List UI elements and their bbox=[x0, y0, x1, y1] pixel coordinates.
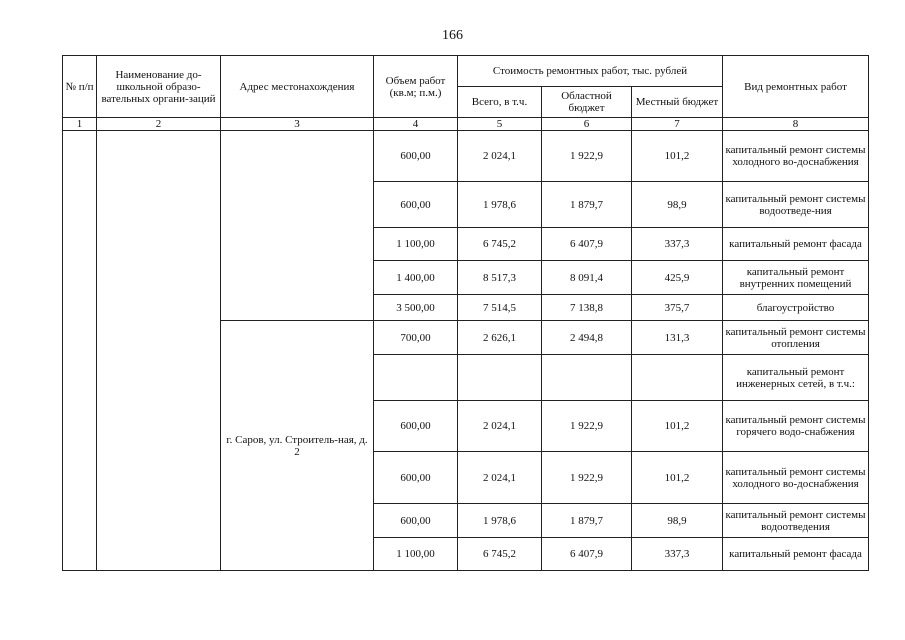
regional-cell: 1 922,9 bbox=[542, 131, 632, 182]
total-cell bbox=[458, 355, 542, 401]
column-number: 5 bbox=[458, 118, 542, 131]
number-cell bbox=[63, 131, 97, 571]
work-type-cell: капитальный ремонт системы холодного во-доснабжения bbox=[723, 131, 869, 182]
volume-cell: 3 500,00 bbox=[374, 295, 458, 321]
header-organization-name: Наименование до-школьной образо-вательных органи-заций bbox=[97, 56, 221, 118]
work-type-cell: капитальный ремонт системы водоотведе-ния bbox=[723, 182, 869, 228]
regional-cell: 2 494,8 bbox=[542, 321, 632, 355]
work-type-cell: капитальный ремонт системы горячего водо-снабжения bbox=[723, 401, 869, 452]
regional-cell bbox=[542, 355, 632, 401]
total-cell: 8 517,3 bbox=[458, 261, 542, 295]
local-cell: 131,3 bbox=[632, 321, 723, 355]
work-type-cell: капитальный ремонт фасада bbox=[723, 228, 869, 261]
volume-cell: 600,00 bbox=[374, 182, 458, 228]
total-cell: 6 745,2 bbox=[458, 538, 542, 571]
volume-cell: 1 100,00 bbox=[374, 538, 458, 571]
header-work-type: Вид ремонтных работ bbox=[723, 56, 869, 118]
local-cell: 98,9 bbox=[632, 504, 723, 538]
column-number: 6 bbox=[542, 118, 632, 131]
header-cost-group: Стоимость ремонтных работ, тыс. рублей bbox=[458, 56, 723, 87]
local-cell: 375,7 bbox=[632, 295, 723, 321]
total-cell: 2 024,1 bbox=[458, 452, 542, 504]
regional-cell: 6 407,9 bbox=[542, 228, 632, 261]
work-type-cell: капитальный ремонт системы водоотведения bbox=[723, 504, 869, 538]
volume-cell: 1 400,00 bbox=[374, 261, 458, 295]
organization-cell bbox=[97, 131, 221, 571]
repair-works-table bbox=[62, 55, 869, 571]
total-cell: 2 626,1 bbox=[458, 321, 542, 355]
total-cell: 6 745,2 bbox=[458, 228, 542, 261]
local-cell: 337,3 bbox=[632, 228, 723, 261]
volume-cell: 600,00 bbox=[374, 504, 458, 538]
total-cell: 2 024,1 bbox=[458, 401, 542, 452]
column-number: 3 bbox=[221, 118, 374, 131]
total-cell: 2 024,1 bbox=[458, 131, 542, 182]
local-cell: 98,9 bbox=[632, 182, 723, 228]
regional-cell: 6 407,9 bbox=[542, 538, 632, 571]
local-cell bbox=[632, 355, 723, 401]
volume-cell: 600,00 bbox=[374, 401, 458, 452]
header-total: Всего, в т.ч. bbox=[458, 87, 542, 118]
column-number: 2 bbox=[97, 118, 221, 131]
work-type-cell: капитальный ремонт фасада bbox=[723, 538, 869, 571]
local-cell: 101,2 bbox=[632, 452, 723, 504]
volume-cell: 1 100,00 bbox=[374, 228, 458, 261]
column-numbers-row bbox=[63, 118, 869, 131]
volume-cell: 600,00 bbox=[374, 452, 458, 504]
header-address: Адрес местонахождения bbox=[221, 56, 374, 118]
address-cell: г. Саров, ул. Строитель-ная, д. 2 bbox=[221, 321, 374, 571]
work-type-cell: капитальный ремонт системы отопления bbox=[723, 321, 869, 355]
volume-cell: 700,00 bbox=[374, 321, 458, 355]
volume-cell: 600,00 bbox=[374, 131, 458, 182]
header-regional-budget: Областной бюджет bbox=[542, 87, 632, 118]
local-cell: 101,2 bbox=[632, 401, 723, 452]
work-type-cell: благоустройство bbox=[723, 295, 869, 321]
column-number: 1 bbox=[63, 118, 97, 131]
total-cell: 1 978,6 bbox=[458, 504, 542, 538]
page-number: 166 bbox=[442, 28, 463, 43]
header-number: № п/п bbox=[63, 56, 97, 118]
address-cell bbox=[221, 131, 374, 321]
work-type-cell: капитальный ремонт внутренних помещений bbox=[723, 261, 869, 295]
column-number: 7 bbox=[632, 118, 723, 131]
local-cell: 425,9 bbox=[632, 261, 723, 295]
local-cell: 337,3 bbox=[632, 538, 723, 571]
local-cell: 101,2 bbox=[632, 131, 723, 182]
regional-cell: 1 922,9 bbox=[542, 401, 632, 452]
regional-cell: 1 879,7 bbox=[542, 504, 632, 538]
column-number: 8 bbox=[723, 118, 869, 131]
total-cell: 1 978,6 bbox=[458, 182, 542, 228]
total-cell: 7 514,5 bbox=[458, 295, 542, 321]
table-row bbox=[63, 131, 869, 182]
header-local-budget: Местный бюджет bbox=[632, 87, 723, 118]
regional-cell: 7 138,8 bbox=[542, 295, 632, 321]
work-type-cell: капитальный ремонт системы холодного во-доснабжения bbox=[723, 452, 869, 504]
regional-cell: 1 879,7 bbox=[542, 182, 632, 228]
work-type-cell: капитальный ремонт инженерных сетей, в т.ч.: bbox=[723, 355, 869, 401]
regional-cell: 8 091,4 bbox=[542, 261, 632, 295]
header-row bbox=[63, 56, 869, 87]
column-number: 4 bbox=[374, 118, 458, 131]
regional-cell: 1 922,9 bbox=[542, 452, 632, 504]
volume-cell bbox=[374, 355, 458, 401]
header-volume: Объем работ (кв.м; п.м.) bbox=[374, 56, 458, 118]
